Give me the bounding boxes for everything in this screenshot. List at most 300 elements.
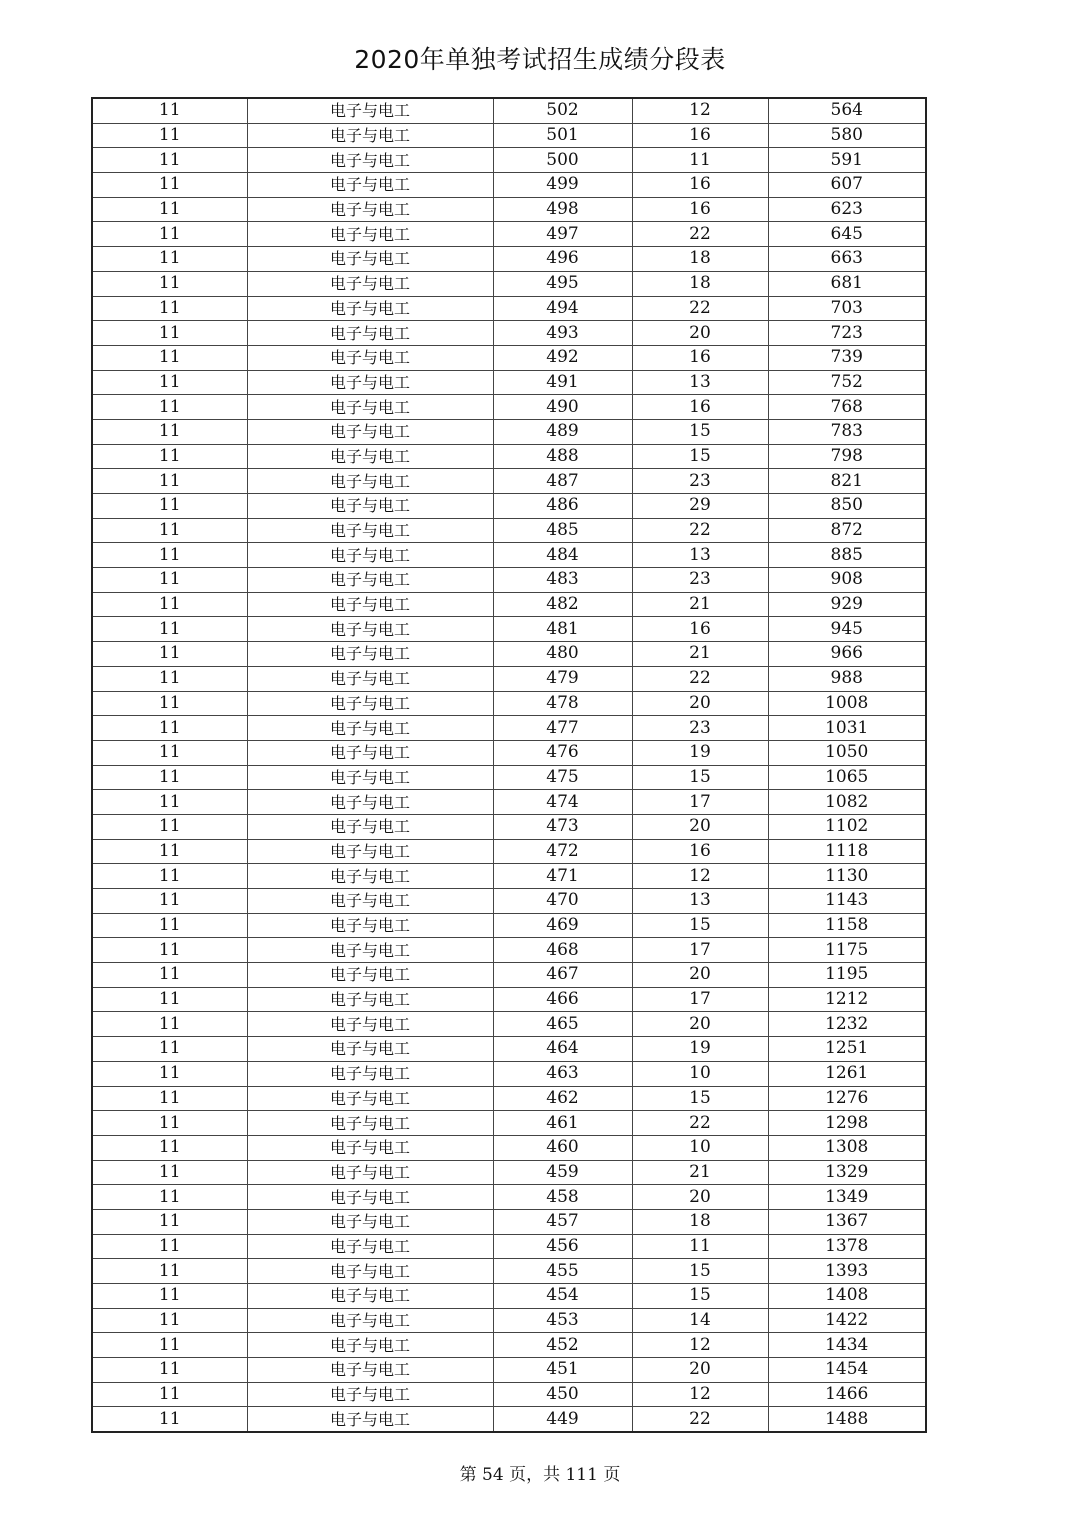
major-cell: 电子与电工 [247,790,493,815]
table-row [92,494,926,519]
score-cell: 497 [493,222,632,247]
table-row [92,345,926,370]
cumulative-cell: 1082 [768,790,926,815]
table-row [92,568,926,593]
major-cell: 电子与电工 [247,1185,493,1210]
cumulative-cell: 1308 [768,1135,926,1160]
category-code-cell: 11 [92,839,247,864]
category-code-cell: 11 [92,296,247,321]
count-cell: 10 [632,1061,768,1086]
major-cell: 电子与电工 [247,395,493,420]
major-cell: 电子与电工 [247,691,493,716]
score-cell: 495 [493,271,632,296]
score-cell: 469 [493,913,632,938]
cumulative-cell: 663 [768,247,926,272]
cumulative-cell: 1195 [768,963,926,988]
score-cell: 466 [493,987,632,1012]
table-row [92,296,926,321]
category-code-cell: 11 [92,98,247,123]
cumulative-cell: 966 [768,642,926,667]
count-cell: 17 [632,790,768,815]
cumulative-cell: 1031 [768,716,926,741]
major-cell: 电子与电工 [247,1308,493,1333]
major-cell: 电子与电工 [247,148,493,173]
category-code-cell: 11 [92,222,247,247]
category-code-cell: 11 [92,740,247,765]
count-cell: 21 [632,592,768,617]
cumulative-cell: 1298 [768,1111,926,1136]
major-cell: 电子与电工 [247,518,493,543]
table-body [92,98,926,1432]
category-code-cell: 11 [92,1111,247,1136]
count-cell: 13 [632,543,768,568]
cumulative-cell: 1102 [768,814,926,839]
major-cell: 电子与电工 [247,1407,493,1432]
major-cell: 电子与电工 [247,740,493,765]
score-cell: 459 [493,1160,632,1185]
major-cell: 电子与电工 [247,1061,493,1086]
score-cell: 498 [493,197,632,222]
category-code-cell: 11 [92,864,247,889]
major-cell: 电子与电工 [247,1111,493,1136]
category-code-cell: 11 [92,1061,247,1086]
table-row [92,790,926,815]
score-cell: 483 [493,568,632,593]
score-cell: 472 [493,839,632,864]
count-cell: 12 [632,1333,768,1358]
cumulative-cell: 929 [768,592,926,617]
cumulative-cell: 580 [768,123,926,148]
major-cell: 电子与电工 [247,592,493,617]
count-cell: 16 [632,617,768,642]
table-row [92,173,926,198]
score-cell: 452 [493,1333,632,1358]
cumulative-cell: 783 [768,419,926,444]
major-cell: 电子与电工 [247,1284,493,1309]
category-code-cell: 11 [92,247,247,272]
category-code-cell: 11 [92,173,247,198]
major-cell: 电子与电工 [247,1259,493,1284]
table-row [92,543,926,568]
score-cell: 451 [493,1358,632,1383]
score-cell: 474 [493,790,632,815]
major-cell: 电子与电工 [247,444,493,469]
score-cell: 480 [493,642,632,667]
category-code-cell: 11 [92,494,247,519]
category-code-cell: 11 [92,1358,247,1383]
count-cell: 20 [632,963,768,988]
cumulative-cell: 681 [768,271,926,296]
count-cell: 15 [632,444,768,469]
cumulative-cell: 1143 [768,889,926,914]
category-code-cell: 11 [92,123,247,148]
count-cell: 15 [632,419,768,444]
count-cell: 12 [632,864,768,889]
category-code-cell: 11 [92,1234,247,1259]
table-row [92,1160,926,1185]
major-cell: 电子与电工 [247,321,493,346]
cumulative-cell: 1130 [768,864,926,889]
table-row [92,469,926,494]
category-code-cell: 11 [92,321,247,346]
major-cell: 电子与电工 [247,271,493,296]
table-row [92,1382,926,1407]
score-cell: 460 [493,1135,632,1160]
major-cell: 电子与电工 [247,617,493,642]
table-row [92,197,926,222]
table-row [92,1308,926,1333]
count-cell: 20 [632,691,768,716]
count-cell: 13 [632,370,768,395]
score-cell: 478 [493,691,632,716]
score-cell: 499 [493,173,632,198]
count-cell: 22 [632,296,768,321]
major-cell: 电子与电工 [247,494,493,519]
category-code-cell: 11 [92,271,247,296]
score-cell: 496 [493,247,632,272]
table-row [92,321,926,346]
cumulative-cell: 1378 [768,1234,926,1259]
category-code-cell: 11 [92,617,247,642]
score-cell: 467 [493,963,632,988]
table-row [92,271,926,296]
score-cell: 462 [493,1086,632,1111]
count-cell: 15 [632,1259,768,1284]
count-cell: 22 [632,222,768,247]
count-cell: 19 [632,1037,768,1062]
count-cell: 16 [632,197,768,222]
score-cell: 465 [493,1012,632,1037]
page-footer: 第 54 页，共 111 页 [459,1465,621,1485]
score-cell: 464 [493,1037,632,1062]
major-cell: 电子与电工 [247,173,493,198]
major-cell: 电子与电工 [247,1086,493,1111]
score-cell: 502 [493,98,632,123]
category-code-cell: 11 [92,642,247,667]
cumulative-cell: 607 [768,173,926,198]
table-row [92,839,926,864]
cumulative-cell: 908 [768,568,926,593]
table-row [92,1012,926,1037]
count-cell: 16 [632,123,768,148]
table-row [92,1185,926,1210]
table-row [92,1333,926,1358]
cumulative-cell: 872 [768,518,926,543]
score-cell: 491 [493,370,632,395]
score-cell: 456 [493,1234,632,1259]
table-row [92,1358,926,1383]
cumulative-cell: 1466 [768,1382,926,1407]
major-cell: 电子与电工 [247,1382,493,1407]
count-cell: 20 [632,1185,768,1210]
score-cell: 457 [493,1209,632,1234]
major-cell: 电子与电工 [247,963,493,988]
count-cell: 16 [632,395,768,420]
category-code-cell: 11 [92,518,247,543]
count-cell: 20 [632,1358,768,1383]
score-cell: 500 [493,148,632,173]
count-cell: 22 [632,1111,768,1136]
count-cell: 12 [632,98,768,123]
count-cell: 15 [632,1086,768,1111]
score-cell: 477 [493,716,632,741]
cumulative-cell: 945 [768,617,926,642]
count-cell: 21 [632,642,768,667]
cumulative-cell: 1212 [768,987,926,1012]
category-code-cell: 11 [92,1012,247,1037]
major-cell: 电子与电工 [247,222,493,247]
category-code-cell: 11 [92,790,247,815]
table-row [92,247,926,272]
score-table [91,97,927,1433]
category-code-cell: 11 [92,913,247,938]
table-row [92,123,926,148]
table-row [92,370,926,395]
count-cell: 15 [632,913,768,938]
table-row [92,1284,926,1309]
cumulative-cell: 739 [768,345,926,370]
cumulative-cell: 623 [768,197,926,222]
category-code-cell: 11 [92,1037,247,1062]
table-row [92,148,926,173]
table-row [92,889,926,914]
category-code-cell: 11 [92,444,247,469]
cumulative-cell: 752 [768,370,926,395]
table-row [92,592,926,617]
category-code-cell: 11 [92,543,247,568]
category-code-cell: 11 [92,666,247,691]
major-cell: 电子与电工 [247,247,493,272]
cumulative-cell: 1008 [768,691,926,716]
page-title: 2020年单独考试招生成绩分段表 [354,45,726,74]
count-cell: 10 [632,1135,768,1160]
cumulative-cell: 1408 [768,1284,926,1309]
score-cell: 458 [493,1185,632,1210]
major-cell: 电子与电工 [247,419,493,444]
cumulative-cell: 850 [768,494,926,519]
table-row [92,1111,926,1136]
cumulative-cell: 885 [768,543,926,568]
score-cell: 468 [493,938,632,963]
major-cell: 电子与电工 [247,1135,493,1160]
major-cell: 电子与电工 [247,1209,493,1234]
table-row [92,1234,926,1259]
major-cell: 电子与电工 [247,987,493,1012]
category-code-cell: 11 [92,889,247,914]
cumulative-cell: 1329 [768,1160,926,1185]
category-code-cell: 11 [92,1407,247,1432]
score-cell: 461 [493,1111,632,1136]
cumulative-cell: 1050 [768,740,926,765]
table-row [92,666,926,691]
major-cell: 电子与电工 [247,716,493,741]
count-cell: 11 [632,1234,768,1259]
category-code-cell: 11 [92,370,247,395]
category-code-cell: 11 [92,765,247,790]
category-code-cell: 11 [92,987,247,1012]
count-cell: 18 [632,271,768,296]
cumulative-cell: 1488 [768,1407,926,1432]
category-code-cell: 11 [92,1382,247,1407]
count-cell: 29 [632,494,768,519]
category-code-cell: 11 [92,148,247,173]
table-row [92,963,926,988]
major-cell: 电子与电工 [247,913,493,938]
major-cell: 电子与电工 [247,1234,493,1259]
score-cell: 482 [493,592,632,617]
major-cell: 电子与电工 [247,642,493,667]
score-cell: 470 [493,889,632,914]
cumulative-cell: 1158 [768,913,926,938]
score-cell: 490 [493,395,632,420]
table-row [92,395,926,420]
category-code-cell: 11 [92,691,247,716]
table-row [92,987,926,1012]
table-row [92,938,926,963]
category-code-cell: 11 [92,1209,247,1234]
cumulative-cell: 1261 [768,1061,926,1086]
cumulative-cell: 645 [768,222,926,247]
count-cell: 15 [632,765,768,790]
cumulative-cell: 1422 [768,1308,926,1333]
table-row [92,419,926,444]
count-cell: 15 [632,1284,768,1309]
score-cell: 488 [493,444,632,469]
score-cell: 492 [493,345,632,370]
count-cell: 16 [632,345,768,370]
count-cell: 20 [632,321,768,346]
category-code-cell: 11 [92,568,247,593]
count-cell: 23 [632,716,768,741]
score-cell: 449 [493,1407,632,1432]
table-row [92,1086,926,1111]
category-code-cell: 11 [92,1086,247,1111]
major-cell: 电子与电工 [247,469,493,494]
cumulative-cell: 1393 [768,1259,926,1284]
table-row [92,444,926,469]
score-cell: 473 [493,814,632,839]
cumulative-cell: 564 [768,98,926,123]
major-cell: 电子与电工 [247,123,493,148]
score-cell: 494 [493,296,632,321]
major-cell: 电子与电工 [247,197,493,222]
score-cell: 479 [493,666,632,691]
category-code-cell: 11 [92,197,247,222]
count-cell: 22 [632,666,768,691]
score-cell: 485 [493,518,632,543]
score-cell: 455 [493,1259,632,1284]
count-cell: 22 [632,1407,768,1432]
category-code-cell: 11 [92,419,247,444]
table-row [92,518,926,543]
cumulative-cell: 798 [768,444,926,469]
table-row [92,1209,926,1234]
cumulative-cell: 821 [768,469,926,494]
major-cell: 电子与电工 [247,1333,493,1358]
cumulative-cell: 1349 [768,1185,926,1210]
major-cell: 电子与电工 [247,1358,493,1383]
category-code-cell: 11 [92,1333,247,1358]
score-cell: 486 [493,494,632,519]
major-cell: 电子与电工 [247,666,493,691]
category-code-cell: 11 [92,814,247,839]
major-cell: 电子与电工 [247,889,493,914]
table-row [92,1259,926,1284]
major-cell: 电子与电工 [247,98,493,123]
major-cell: 电子与电工 [247,814,493,839]
cumulative-cell: 723 [768,321,926,346]
count-cell: 21 [632,1160,768,1185]
table-row [92,913,926,938]
cumulative-cell: 1251 [768,1037,926,1062]
count-cell: 18 [632,247,768,272]
major-cell: 电子与电工 [247,864,493,889]
score-cell: 493 [493,321,632,346]
count-cell: 17 [632,987,768,1012]
major-cell: 电子与电工 [247,1037,493,1062]
category-code-cell: 11 [92,1308,247,1333]
count-cell: 23 [632,469,768,494]
count-cell: 19 [632,740,768,765]
count-cell: 17 [632,938,768,963]
major-cell: 电子与电工 [247,1160,493,1185]
major-cell: 电子与电工 [247,345,493,370]
score-cell: 475 [493,765,632,790]
table-row [92,765,926,790]
count-cell: 13 [632,889,768,914]
score-cell: 489 [493,419,632,444]
major-cell: 电子与电工 [247,938,493,963]
category-code-cell: 11 [92,938,247,963]
category-code-cell: 11 [92,963,247,988]
cumulative-cell: 1367 [768,1209,926,1234]
count-cell: 11 [632,148,768,173]
table-row [92,691,926,716]
score-cell: 450 [493,1382,632,1407]
table-row [92,740,926,765]
table-row [92,716,926,741]
cumulative-cell: 1232 [768,1012,926,1037]
count-cell: 20 [632,1012,768,1037]
major-cell: 电子与电工 [247,568,493,593]
cumulative-cell: 1065 [768,765,926,790]
table-row [92,1135,926,1160]
count-cell: 16 [632,839,768,864]
table-row [92,642,926,667]
score-cell: 481 [493,617,632,642]
category-code-cell: 11 [92,1259,247,1284]
major-cell: 电子与电工 [247,765,493,790]
table-row [92,1037,926,1062]
count-cell: 16 [632,173,768,198]
score-cell: 453 [493,1308,632,1333]
cumulative-cell: 591 [768,148,926,173]
score-cell: 501 [493,123,632,148]
major-cell: 电子与电工 [247,296,493,321]
category-code-cell: 11 [92,1284,247,1309]
count-cell: 22 [632,518,768,543]
cumulative-cell: 768 [768,395,926,420]
count-cell: 20 [632,814,768,839]
major-cell: 电子与电工 [247,370,493,395]
count-cell: 23 [632,568,768,593]
score-cell: 487 [493,469,632,494]
table-row [92,617,926,642]
score-cell: 476 [493,740,632,765]
table-row [92,222,926,247]
category-code-cell: 11 [92,716,247,741]
category-code-cell: 11 [92,469,247,494]
